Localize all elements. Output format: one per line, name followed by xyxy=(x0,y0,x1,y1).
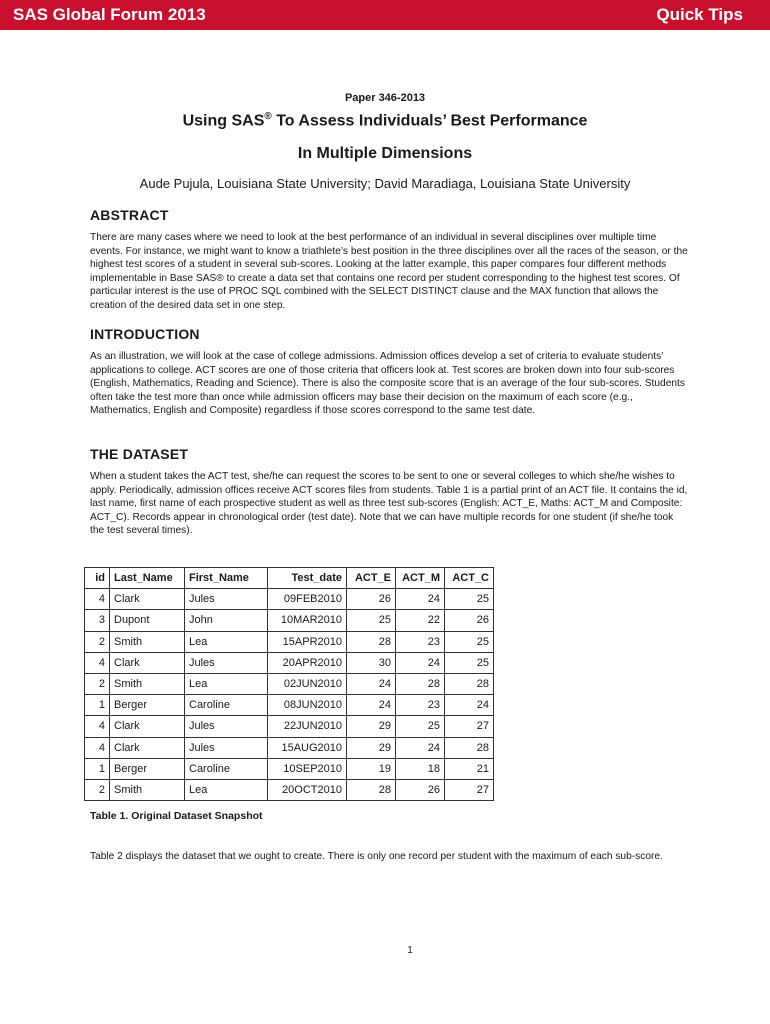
cell-act-m: 18 xyxy=(396,758,445,779)
table-row xyxy=(85,610,494,631)
paper-number: Paper 346-2013 xyxy=(344,92,426,104)
cell-act-e: 24 xyxy=(347,673,396,694)
cell-act-m: 26 xyxy=(396,779,445,800)
table-row xyxy=(85,589,494,610)
cell-act-c: 25 xyxy=(445,652,494,673)
cell-first-name: Jules xyxy=(185,589,268,610)
cell-id: 4 xyxy=(85,737,110,758)
cell-last-name: Smith xyxy=(110,779,185,800)
cell-act-c: 21 xyxy=(445,758,494,779)
conference-header-bar xyxy=(0,0,770,30)
table-header-row xyxy=(85,568,494,589)
cell-test-date: 10MAR2010 xyxy=(268,610,347,631)
cell-test-date: 09FEB2010 xyxy=(268,589,347,610)
col-header-act-e: ACT_E xyxy=(347,568,396,589)
cell-act-e: 24 xyxy=(347,695,396,716)
cell-first-name: Lea xyxy=(185,673,268,694)
table-row xyxy=(85,673,494,694)
col-header-act-m: ACT_M xyxy=(396,568,445,589)
col-header-last-name: Last_Name xyxy=(110,568,185,589)
cell-id: 3 xyxy=(85,610,110,631)
cell-id: 4 xyxy=(85,716,110,737)
cell-act-e: 26 xyxy=(347,589,396,610)
cell-id: 2 xyxy=(85,673,110,694)
page-number: 1 xyxy=(407,945,413,956)
cell-test-date: 10SEP2010 xyxy=(268,758,347,779)
cell-last-name: Smith xyxy=(110,631,185,652)
cell-act-c: 27 xyxy=(445,779,494,800)
cell-first-name: Caroline xyxy=(185,695,268,716)
cell-last-name: Smith xyxy=(110,673,185,694)
cell-test-date: 20APR2010 xyxy=(268,652,347,673)
cell-first-name: Lea xyxy=(185,631,268,652)
cell-act-c: 25 xyxy=(445,589,494,610)
cell-act-m: 22 xyxy=(396,610,445,631)
cell-act-e: 29 xyxy=(347,737,396,758)
cell-act-c: 27 xyxy=(445,716,494,737)
cell-act-e: 25 xyxy=(347,610,396,631)
table-row xyxy=(85,716,494,737)
registered-mark: ® xyxy=(264,111,272,122)
cell-act-c: 28 xyxy=(445,737,494,758)
cell-last-name: Clark xyxy=(110,589,185,610)
col-header-first-name: First_Name xyxy=(185,568,268,589)
col-header-test-date: Test_date xyxy=(268,568,347,589)
cell-act-m: 23 xyxy=(396,631,445,652)
cell-last-name: Dupont xyxy=(110,610,185,631)
col-header-id: id xyxy=(85,568,110,589)
cell-test-date: 15APR2010 xyxy=(268,631,347,652)
dataset-text: When a student takes the ACT test, she/he can request the scores to be sent to one or several colleges to which she/he wishes to apply. Periodically, admission offices receive ACT scores files from students. Table 1 is a partial print of an ACT file. It contains the id, last name, first name of each prospective student as well as three test sub-scores (English: ACT_E, Maths: ACT_M and Composite: ACT_C). Records appear in chronological order (test date). Note that we can have multiple records for one student (if she/he took the test several times). xyxy=(90,471,688,537)
paper-title-line-1: Using SAS® To Assess Individuals’ Best Performance xyxy=(182,111,588,130)
cell-id: 1 xyxy=(85,758,110,779)
after-table-text: Table 2 displays the dataset that we ought to create. There is only one record per student with the maximum of each sub-score. xyxy=(90,851,663,862)
cell-first-name: Jules xyxy=(185,716,268,737)
cell-act-e: 29 xyxy=(347,716,396,737)
authors: Aude Pujula, Louisiana State University; David Maradiaga, Louisiana State University xyxy=(139,176,631,191)
table-row xyxy=(85,779,494,800)
cell-last-name: Berger xyxy=(110,695,185,716)
cell-first-name: Jules xyxy=(185,737,268,758)
cell-first-name: Lea xyxy=(185,779,268,800)
cell-first-name: Jules xyxy=(185,652,268,673)
cell-act-c: 24 xyxy=(445,695,494,716)
cell-act-c: 26 xyxy=(445,610,494,631)
cell-last-name: Clark xyxy=(110,716,185,737)
table-caption: Table 1. Original Dataset Snapshot xyxy=(90,810,263,822)
cell-test-date: 08JUN2010 xyxy=(268,695,347,716)
abstract-text: There are many cases where we need to look at the best performance of an individual in several disciplines over multiple time events. For instance, we might want to know a triathlete’s best position in the three disciplines over all the races of the season, or the highest test scores of a student in several sub-scores. Looking at the latter example, this paper compares four different methods implementable in Base SAS® to create a data set that contains one record per student corresponding to the highest test scores. Of particular interest is the use of PROC SQL combined with the SELECT DISTINCT clause and the MAX function that allows the creation of the desired data set in one step. xyxy=(90,232,688,311)
table-body xyxy=(85,589,494,801)
cell-first-name: Caroline xyxy=(185,758,268,779)
introduction-text: As an illustration, we will look at the case of college admissions. Admission offices develop a set of criteria to evaluate students’ applications to college. ACT scores are one of those criteria that officers look at. Test scores are broken down into four sub-scores (English, Mathematics, Reading and Science). There is also the composite score that is an average of the four sub-scores. Students often take the test more than once while admission officers may base their decision on the maximum of each score (e.g., Mathematics, English and Composite) regardless if those scores correspond to the same test date. xyxy=(90,351,685,417)
cell-id: 4 xyxy=(85,652,110,673)
cell-act-e: 28 xyxy=(347,779,396,800)
cell-last-name: Berger xyxy=(110,758,185,779)
cell-test-date: 15AUG2010 xyxy=(268,737,347,758)
cell-last-name: Clark xyxy=(110,652,185,673)
conference-name: SAS Global Forum 2013 xyxy=(13,5,206,24)
cell-test-date: 20OCT2010 xyxy=(268,779,347,800)
cell-id: 4 xyxy=(85,589,110,610)
cell-act-m: 24 xyxy=(396,737,445,758)
col-header-act-c: ACT_C xyxy=(445,568,494,589)
cell-id: 2 xyxy=(85,631,110,652)
paper-category: Quick Tips xyxy=(656,5,743,24)
cell-act-e: 19 xyxy=(347,758,396,779)
cell-act-m: 24 xyxy=(396,589,445,610)
table-row xyxy=(85,631,494,652)
cell-act-m: 23 xyxy=(396,695,445,716)
cell-first-name: John xyxy=(185,610,268,631)
cell-act-c: 28 xyxy=(445,673,494,694)
dataset-table xyxy=(84,567,494,801)
cell-act-m: 25 xyxy=(396,716,445,737)
table-row xyxy=(85,758,494,779)
cell-test-date: 02JUN2010 xyxy=(268,673,347,694)
cell-act-e: 28 xyxy=(347,631,396,652)
cell-act-e: 30 xyxy=(347,652,396,673)
dataset-heading: THE DATASET xyxy=(90,446,189,462)
abstract-heading: ABSTRACT xyxy=(90,207,169,223)
cell-id: 1 xyxy=(85,695,110,716)
paper-title-line-2: In Multiple Dimensions xyxy=(297,145,473,162)
cell-act-c: 25 xyxy=(445,631,494,652)
introduction-heading: INTRODUCTION xyxy=(90,326,200,342)
table-row xyxy=(85,737,494,758)
table-row xyxy=(85,652,494,673)
cell-act-m: 24 xyxy=(396,652,445,673)
cell-act-m: 28 xyxy=(396,673,445,694)
cell-id: 2 xyxy=(85,779,110,800)
cell-test-date: 22JUN2010 xyxy=(268,716,347,737)
table-row xyxy=(85,695,494,716)
cell-last-name: Clark xyxy=(110,737,185,758)
